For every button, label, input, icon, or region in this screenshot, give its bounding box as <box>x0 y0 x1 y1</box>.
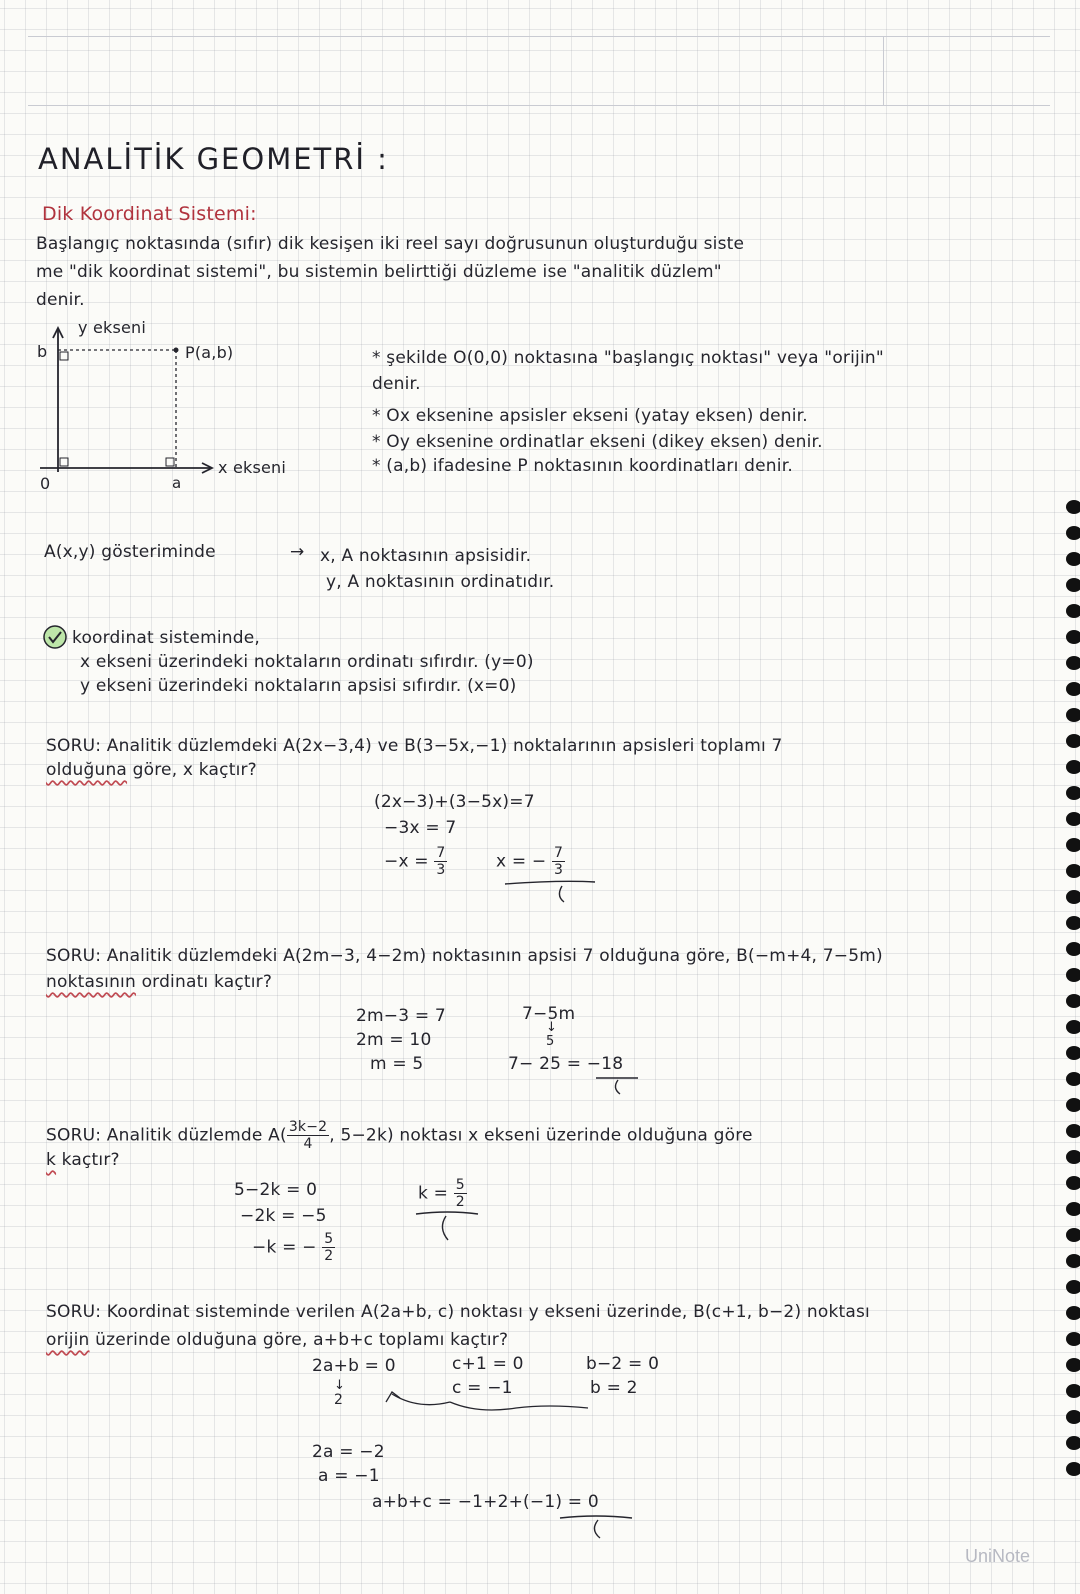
binding-hole <box>1066 1462 1080 1476</box>
y-axis-label: y ekseni <box>78 318 147 337</box>
q4-a-step-1: 2a = −2 <box>312 1442 385 1462</box>
binding-hole <box>1066 1410 1080 1424</box>
fraction-denominator: 3 <box>553 862 564 878</box>
binding-hole <box>1066 1436 1080 1450</box>
binding-hole <box>1066 786 1080 800</box>
q2-answer: 7− 25 = −18 <box>508 1054 624 1074</box>
question-3-text-cont: kaçtır? <box>56 1150 120 1170</box>
checkmark-circle-icon <box>42 624 68 650</box>
binding-hole <box>1066 1358 1080 1372</box>
question-3-text-end: , 5−2k) noktası x ekseni üzerinde olduğuna göre <box>329 1125 753 1146</box>
fraction-denominator: 2 <box>324 1248 334 1264</box>
right-angle-mark <box>60 352 68 360</box>
q3-step-3 <box>252 1232 335 1263</box>
answer-underline <box>556 1514 636 1544</box>
q1-step-1: (2x−3)+(3−5x)=7 <box>374 792 535 812</box>
q3-step-1: 5−2k = 0 <box>234 1180 318 1200</box>
binding-hole <box>1066 734 1080 748</box>
binding-hole <box>1066 942 1080 956</box>
fraction <box>454 1178 467 1209</box>
origin-label: 0 <box>40 474 51 493</box>
binding-hole <box>1066 1254 1080 1268</box>
q1-answer-text: x = − <box>496 851 547 872</box>
binding-hole <box>1066 838 1080 852</box>
check-note-line-3: y ekseni üzerindeki noktaların apsisi sıfırdır. (x=0) <box>80 676 517 696</box>
fraction-denominator: 2 <box>455 1194 465 1210</box>
question-3-line-1 <box>46 1120 753 1151</box>
q2-step-1: 2m−3 = 7 <box>356 1006 446 1026</box>
answer-underline <box>592 1074 642 1098</box>
question-4-text-cont: üzerinde olduğuna göre, a+b+c toplamı kaçtır? <box>89 1330 509 1350</box>
fraction <box>434 846 447 877</box>
fraction-denominator: 3 <box>436 862 446 878</box>
underlined-word: orijin <box>46 1330 90 1350</box>
binding-hole <box>1066 1332 1080 1346</box>
b-label: b <box>37 342 48 361</box>
fraction-numerator: 5 <box>455 1177 465 1193</box>
question-2-text-cont: ordinatı kaçtır? <box>135 972 273 992</box>
question-prefix: SORU: <box>46 1302 102 1322</box>
binding-hole <box>1066 812 1080 826</box>
point-label: P(a,b) <box>185 343 234 362</box>
right-angle-mark <box>166 458 174 466</box>
right-angle-mark <box>60 458 68 466</box>
binding-hole <box>1066 994 1080 1008</box>
binding-hole <box>1066 604 1080 618</box>
answer-underline <box>412 1210 482 1246</box>
q3-step-2: −2k = −5 <box>240 1206 327 1226</box>
q1-step-2: −3x = 7 <box>384 818 457 838</box>
question-prefix: SORU: <box>46 736 102 756</box>
question-1-text: Analitik düzlemdeki A(2x−3,4) ve B(3−5x,−1) noktalarının apsisleri toplamı 7 <box>101 736 783 756</box>
binding-hole <box>1066 1228 1080 1242</box>
binding-hole <box>1066 500 1080 514</box>
q3-step-3-text: −k = − <box>252 1237 317 1258</box>
down-arrow-icon: ↓ <box>546 1020 558 1035</box>
underlined-word: olduğuna <box>46 760 128 780</box>
fraction-numerator: 7 <box>553 845 564 861</box>
q4-b-step-1: b−2 = 0 <box>586 1354 660 1374</box>
question-4-line-2 <box>46 1330 508 1350</box>
notation-label: A(x,y) gösteriminde <box>44 542 216 562</box>
q2-step-3: m = 5 <box>370 1054 424 1074</box>
fraction-numerator: 7 <box>436 845 446 861</box>
binding-hole <box>1066 708 1080 722</box>
down-arrow-icon: ↓ <box>334 1378 346 1393</box>
q1-step-3 <box>384 846 447 877</box>
binding-hole <box>1066 1020 1080 1034</box>
binding-hole <box>1066 760 1080 774</box>
spiral-binding <box>1060 500 1080 1488</box>
q4-c-step-1: c+1 = 0 <box>452 1354 524 1374</box>
fraction-numerator: 5 <box>324 1231 334 1247</box>
binding-hole <box>1066 630 1080 644</box>
page-title: ANALİTİK GEOMETRİ : <box>38 142 389 176</box>
q2-substitution: 5 <box>546 1034 555 1049</box>
fraction <box>287 1120 329 1151</box>
binding-hole <box>1066 1384 1080 1398</box>
question-prefix: SORU: <box>46 1125 102 1146</box>
fraction-numerator: 3k−2 <box>288 1119 328 1135</box>
q4-answer: a+b+c = −1+2+(−1) = 0 <box>372 1492 599 1512</box>
definition-line-3: denir. <box>36 290 85 310</box>
binding-hole <box>1066 552 1080 566</box>
binding-hole <box>1066 890 1080 904</box>
binding-hole <box>1066 1046 1080 1060</box>
q4-b-step-2: b = 2 <box>590 1378 638 1398</box>
note-origin: * şekilde O(0,0) noktasına "başlangıç noktası" veya "orijin" <box>372 348 884 368</box>
question-4-text: Koordinat sisteminde verilen A(2a+b, c) noktası y ekseni üzerinde, B(c+1, b−2) noktası <box>101 1302 870 1322</box>
fraction <box>552 846 565 877</box>
connector-brace <box>348 1384 648 1424</box>
underlined-word: k <box>46 1150 57 1170</box>
q3-answer <box>418 1178 467 1209</box>
arrow-icon: → <box>290 542 305 562</box>
page-header-box <box>28 36 1050 106</box>
binding-hole <box>1066 682 1080 696</box>
question-2-line-2 <box>46 972 272 992</box>
question-3-line-2 <box>46 1150 120 1170</box>
binding-hole <box>1066 916 1080 930</box>
binding-hole <box>1066 968 1080 982</box>
q4-step-1: 2a+b = 0 <box>312 1356 396 1376</box>
notation-line-2: y, A noktasının ordinatıdır. <box>326 572 555 592</box>
binding-hole <box>1066 1176 1080 1190</box>
question-1-line-1 <box>46 736 783 756</box>
question-4-line-1 <box>46 1302 870 1322</box>
q1-step-3-text: −x = <box>384 851 429 872</box>
binding-hole <box>1066 1202 1080 1216</box>
q2-step-2: 2m = 10 <box>356 1030 432 1050</box>
a-label: a <box>172 474 182 492</box>
q3-answer-text: k = <box>418 1183 449 1204</box>
check-note-line-1: koordinat sisteminde, <box>72 628 260 648</box>
binding-hole <box>1066 1280 1080 1294</box>
q4-substitution: 2 <box>334 1392 344 1408</box>
question-2-text: Analitik düzlemdeki A(2m−3, 4−2m) noktasının apsisi 7 olduğuna göre, B(−m+4, 7−5m) <box>101 946 883 966</box>
binding-hole <box>1066 1098 1080 1112</box>
header-divider <box>883 37 884 105</box>
question-prefix: SORU: <box>46 946 102 966</box>
definition-line-1: Başlangıç noktasında (sıfır) dik kesişen iki reel sayı doğrusunun oluşturduğu siste <box>36 234 745 254</box>
binding-hole <box>1066 1072 1080 1086</box>
binding-hole <box>1066 578 1080 592</box>
binding-hole <box>1066 1306 1080 1320</box>
note-ox: * Ox eksenine apsisler ekseni (yatay eksen) denir. <box>372 406 808 426</box>
q4-c-step-2: c = −1 <box>452 1378 513 1398</box>
binding-hole <box>1066 1124 1080 1138</box>
question-3-text: Analitik düzlemde A( <box>101 1125 287 1146</box>
x-axis-label: x ekseni <box>218 458 287 477</box>
binding-hole <box>1066 526 1080 540</box>
binding-hole <box>1066 1150 1080 1164</box>
section-heading: Dik Koordinat Sistemi: <box>42 203 257 225</box>
q2-right-1: 7−5m <box>522 1004 576 1024</box>
question-2-line-1 <box>46 946 883 966</box>
answer-underline <box>500 878 600 908</box>
fraction-denominator: 4 <box>303 1136 313 1152</box>
uninote-logo: UniNote <box>964 1546 1030 1566</box>
q4-a-step-2: a = −1 <box>318 1466 380 1486</box>
notation-line-1: x, A noktasının apsisidir. <box>320 546 532 566</box>
note-oy: * Oy eksenine ordinatlar ekseni (dikey eksen) denir. <box>372 432 823 452</box>
note-coordinates: * (a,b) ifadesine P noktasının koordinatları denir. <box>372 456 793 476</box>
question-1-text-cont: göre, x kaçtır? <box>127 760 257 780</box>
question-1-line-2 <box>46 760 257 780</box>
note-origin-cont: denir. <box>372 374 421 394</box>
binding-hole <box>1066 864 1080 878</box>
point-p <box>174 348 179 353</box>
check-note-line-2: x ekseni üzerindeki noktaların ordinatı sıfırdır. (y=0) <box>80 652 534 672</box>
fraction <box>322 1232 335 1263</box>
definition-line-2: me "dik koordinat sistemi", bu sistemin belirttiği düzleme ise "analitik düzlem" <box>36 262 722 282</box>
binding-hole <box>1066 656 1080 670</box>
underlined-word: noktasının <box>46 972 136 992</box>
q1-answer <box>496 846 565 877</box>
